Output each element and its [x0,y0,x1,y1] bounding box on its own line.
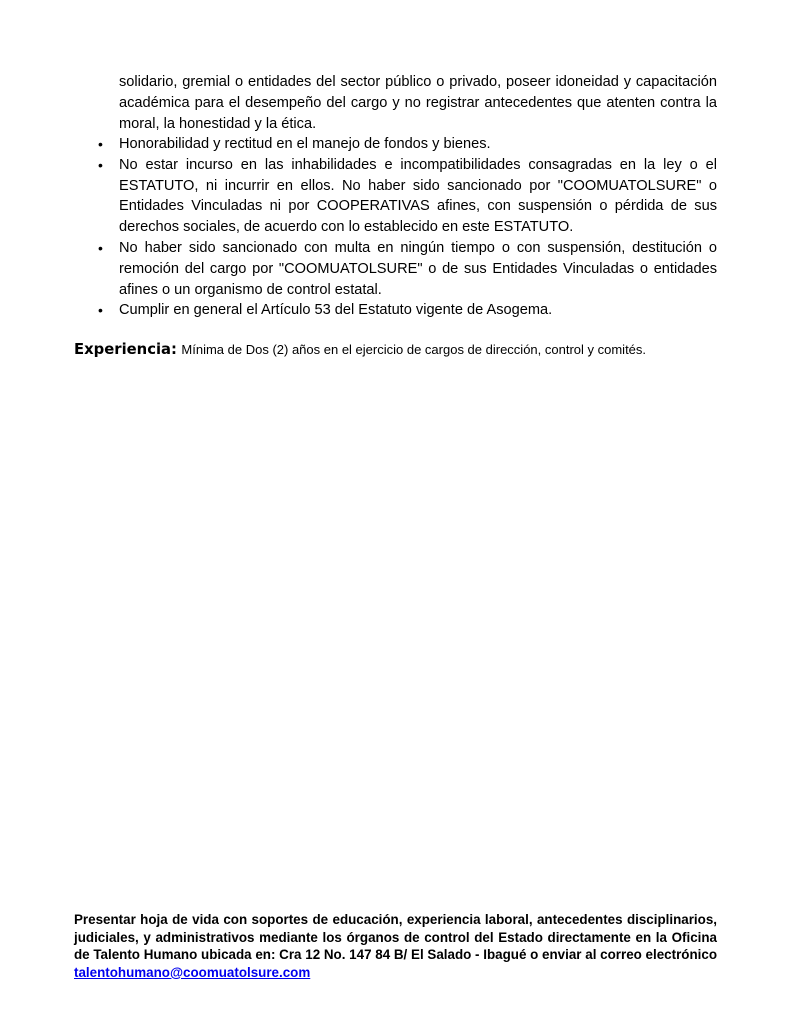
list-item-text: Cumplir en general el Artículo 53 del Estatuto vigente de Asogema. [119,302,553,319]
bullet-icon: • [98,156,103,173]
bullet-icon: • [98,302,103,319]
list-item [98,134,717,155]
list-item [98,238,717,300]
experience-text: Mínima de Dos (2) años en el ejercicio de cargos de dirección, control y comités. [181,342,647,357]
email-link[interactable]: talentohumano@coomuatolsure.com [74,964,311,980]
experience-label: Experiencia: [74,341,177,358]
bullet-icon: • [98,239,103,256]
list-item [98,300,717,321]
bullet-icon: • [98,136,103,152]
footer-text: Presentar hoja de vida con soportes de educación, experiencia laboral, antecedentes disciplinarios, judiciales, y administrativos mediante los órganos de control del Estado directamente en la Oficina de Talento Humano ubicada en: Cra 12 No. 147 84 B/ El Salado - Ibagué o enviar al correo electrónico [74,912,717,963]
list-item-text: No estar incurso en las inhabilidades e incompatibilidades consagradas en la ley o el ESTATUTO, ni incurrir en ellos. No haber sido sancionado por "COOMUATOLSURE" o Entidades Vinculadas ni por COOPERATIVAS afines, con suspensión o pérdida de sus derechos sociales, de acuerdo con lo establecido en este ESTATUTO. [119,156,717,236]
list-item-text: No haber sido sancionado con multa en ningún tiempo o con suspensión, destitución o remoción del cargo por "COOMUATOLSURE" o de sus Entidades Vinculadas o entidades afines o un organismo de control estatal. [119,239,717,298]
list-item-text: Honorabilidad y rectitud en el manejo de fondos y bienes. [119,136,491,152]
footer-instructions [74,911,717,981]
continuation-paragraph: solidario, gremial o entidades del sector público o privado, poseer idoneidad y capacitación académica para el desempeño del cargo y no registrar antecedentes que atenten contra la moral, la honestidad y la ética. [119,74,717,132]
experience-line [74,341,734,359]
list-item [98,155,717,238]
requirements-list [98,134,717,321]
